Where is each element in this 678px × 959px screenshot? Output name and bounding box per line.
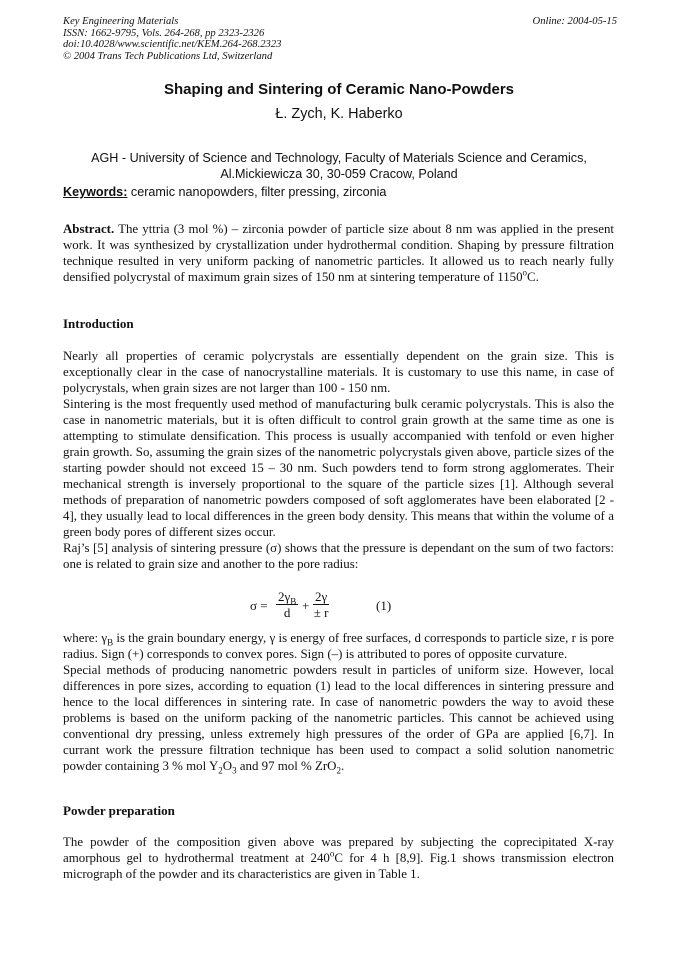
powder-preparation-body: The powder of the composition given above was prepared by subjecting the coprecipitated X-ray amorphous gel to hydrothermal treatment at 240$^o$C for 4 h [8,9]. Fig.1 shows transmission electron micrograph of the powder and its characteristics are given in Table 1. xyxy=(63,835,614,881)
keywords-text: ceramic nanopowders, filter pressing, zirconia xyxy=(127,185,387,199)
introduction-body xyxy=(63,348,614,572)
equation-discussion xyxy=(63,630,614,774)
equation-den-1: d xyxy=(283,605,291,620)
equation-lhs: σ = xyxy=(250,598,268,613)
methods-paragraph: Special methods of producing nanometric powders result in particles of uniform size. However, local differences in pore sizes, according to equation (1) lead to the local differences in sintering pressure and hence to the local differences in sintering rate. In case of nanometric powders the way to avoid these problems is based on the uniform packing of the nanometric particles. This cannot be achieved using conventional dry pressing, unless extremely high pressures of the order of GPa are applied [6,7]. In currant work the pressure filtration technique has been used to compact a solid solution nanometric powder containing 3 % mol $Y_2O_3$ and 97 mol % ZrO$_2$. xyxy=(63,663,614,776)
equation-num-1: 2γ xyxy=(278,589,291,604)
abstract-label: Abstract. xyxy=(63,222,115,236)
abstract-end: C. xyxy=(527,270,539,284)
equation-plus: + xyxy=(302,598,310,613)
section-heading-powder-preparation: Powder preparation xyxy=(63,803,175,818)
affiliation-line-1: AGH - University of Science and Technology, Faculty of Materials Science and Ceramics, xyxy=(91,151,587,165)
abstract-degree: o xyxy=(522,267,528,278)
intro-paragraph-2: Sintering is the most frequently used method of manufacturing bulk ceramic polycrystals. This is also the case in nanometric materials, but it is often difficult to control grain growth at the same time as one is attempting to stimulate densification. This process is usually accompanied with tenfold or even higher grain growth. So, assuming the grain sizes of the nanometric polycrystals given above, particle sizes of the starting powder should not exceed 15 – 30 nm. Such powders tend to form strong agglomerates. Their mechanical strength is inversely proportional to the square of the particle sizes [1]. Although several methods of preparation of nanometric powders composed of soft agglomerates have been elaborated [2 - 4], they usually lead to local differences in the green body density. This means that within the volume of a green body pores of different sizes occur. xyxy=(63,397,614,539)
affiliation-line-2: Al.Mickiewicza 30, 30-059 Cracow, Poland xyxy=(220,167,458,181)
issn-line: ISSN: 1662-9795, Vols. 264-268, pp 2323-2326 xyxy=(63,27,265,39)
equation-number: (1) xyxy=(376,598,392,613)
equation-fraction-2 xyxy=(313,589,329,621)
keywords-colon: : xyxy=(123,185,128,199)
where-paragraph: where: $\gamma_B$ is the grain boundary energy, γ is energy of free surfaces, d corresponds to particle size, r is pore radius. Sign (+) corresponds to convex pores. Sign (–) is attributed to pores of opposite curvature. xyxy=(63,631,614,661)
online-date: Online: 2004-05-15 xyxy=(532,16,617,27)
journal-header xyxy=(63,16,617,62)
paper-authors: Ł. Zych, K. Haberko xyxy=(275,106,403,122)
paper-title: Shaping and Sintering of Ceramic Nano-Powders xyxy=(163,81,515,98)
keywords xyxy=(63,185,386,199)
affiliation xyxy=(70,150,608,182)
intro-paragraph-1: Nearly all properties of ceramic polycrystals are essentially dependent on the grain size. This is exceptionally clear in the case of nanocrystalline materials. It is customary to use this name, in case of polycrystals, when grain sizes are not larger than 100 - 150 nm. xyxy=(63,349,614,395)
keywords-label: Keywords xyxy=(63,185,124,199)
copyright-line: © 2004 Trans Tech Publications Ltd, Switzerland xyxy=(63,50,273,62)
journal-name: Key Engineering Materials xyxy=(63,16,179,27)
section-heading-introduction: Introduction xyxy=(63,316,134,331)
equation-fraction-1 xyxy=(276,589,298,621)
doi-line: doi:10.4028/www.scientific.net/KEM.264-268.2323 xyxy=(63,39,282,51)
intro-paragraph-3: Raj’s [5] analysis of sintering pressure (σ) shows that the pressure is dependant on the sum of two factors: one is related to grain size and another to the pore radius: xyxy=(63,541,614,571)
equation-den-2: ± r xyxy=(313,605,329,620)
abstract-text: The yttria (3 mol %) – zirconia powder of particle size about 8 nm was applied in the present work. It was synthesized by crystallization under hydrothermal condition. Shaping by pressure filtration technique resulted in very uniform packing of nanometric particles. It allowed us to reach nearly fully densified polycrystal of maximum grain sizes of 150 nm at sintering temperature of 1150 xyxy=(63,222,614,284)
equation-num-2: 2γ xyxy=(315,589,328,604)
abstract xyxy=(63,221,614,285)
equation-sub-1: B xyxy=(290,596,297,607)
equation-1 xyxy=(250,589,410,625)
